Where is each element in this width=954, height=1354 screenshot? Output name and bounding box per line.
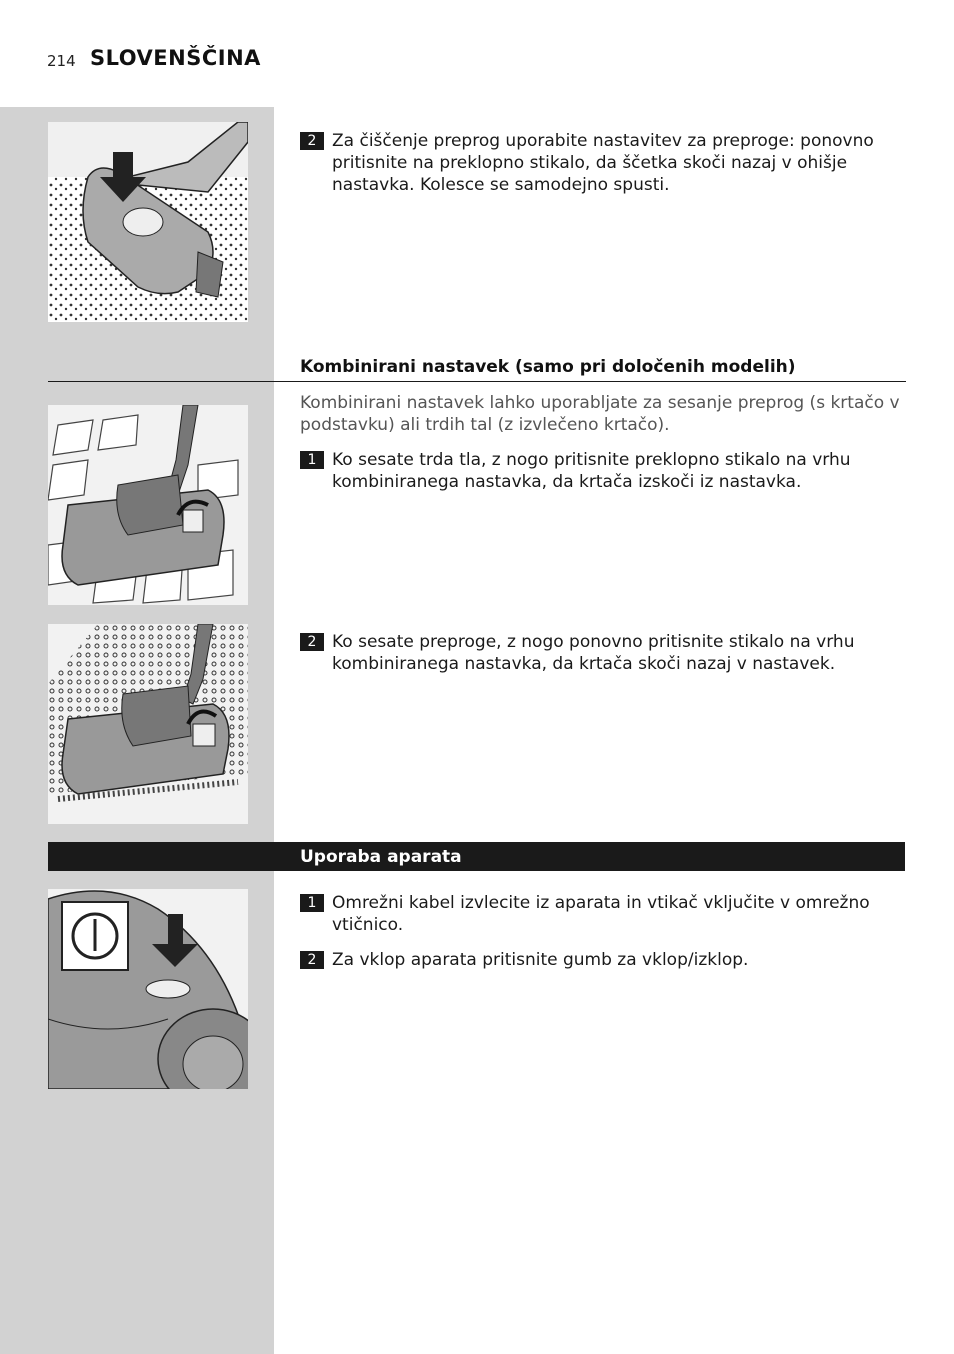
section-heading-usage: Uporaba aparata: [300, 847, 462, 867]
pointer-notch: [248, 632, 274, 650]
carpet-combi-nozzle-illustration: [48, 624, 248, 824]
section-divider: [48, 381, 906, 382]
usage-step-1: [300, 892, 908, 936]
combi-intro-text: Kombinirani nastavek lahko uporabljate za sesanje preprog (s krtačo v podstavku) ali trdih tal (z izvlečeno krtačo).: [300, 393, 900, 435]
hard-floor-nozzle-illustration: [48, 405, 248, 605]
step-text: Za čiščenje preprog uporabite nastavitev za preproge: ponovno pritisnite na preklopno stikalo, da ščetka skoči nazaj v ohišje nastavka. Kolesce se samodejno spusti.: [332, 131, 874, 195]
carpet-nozzle-illustration: [48, 122, 248, 322]
step-text: Omrežni kabel izvlecite iz aparata in vtikač vključite v omrežno vtičnico.: [332, 893, 870, 935]
step-number: 2: [300, 633, 324, 651]
pointer-notch: [248, 448, 274, 466]
step-number: 2: [300, 132, 324, 150]
step-text: Ko sesate trda tla, z nogo pritisnite preklopno stikalo na vrhu kombiniranega nastavka, da krtača izskoči iz nastavka.: [332, 450, 851, 492]
power-button-illustration: [48, 889, 248, 1089]
step-carpet-2: [300, 130, 908, 196]
step-number: 2: [300, 951, 324, 969]
step-text: Za vklop aparata pritisnite gumb za vklop/izklop.: [332, 950, 749, 970]
step-text: Ko sesate preproge, z nogo ponovno pritisnite stikalo na vrhu kombiniranega nastavka, da krtača skoči nazaj v nastavek.: [332, 632, 855, 674]
usage-step-2: [300, 949, 908, 971]
page-number: 214: [47, 52, 76, 70]
pointer-notch: [248, 948, 274, 966]
combi-step-1: [300, 449, 908, 493]
step-number: 1: [300, 451, 324, 469]
pointer-notch: [248, 130, 274, 148]
step-number: 1: [300, 894, 324, 912]
section-heading-combi: Kombinirani nastavek (samo pri določenih modelih): [300, 357, 796, 377]
section-bar: [48, 842, 905, 871]
language-title: SLOVENŠČINA: [90, 46, 261, 70]
combi-step-2: [300, 631, 908, 675]
